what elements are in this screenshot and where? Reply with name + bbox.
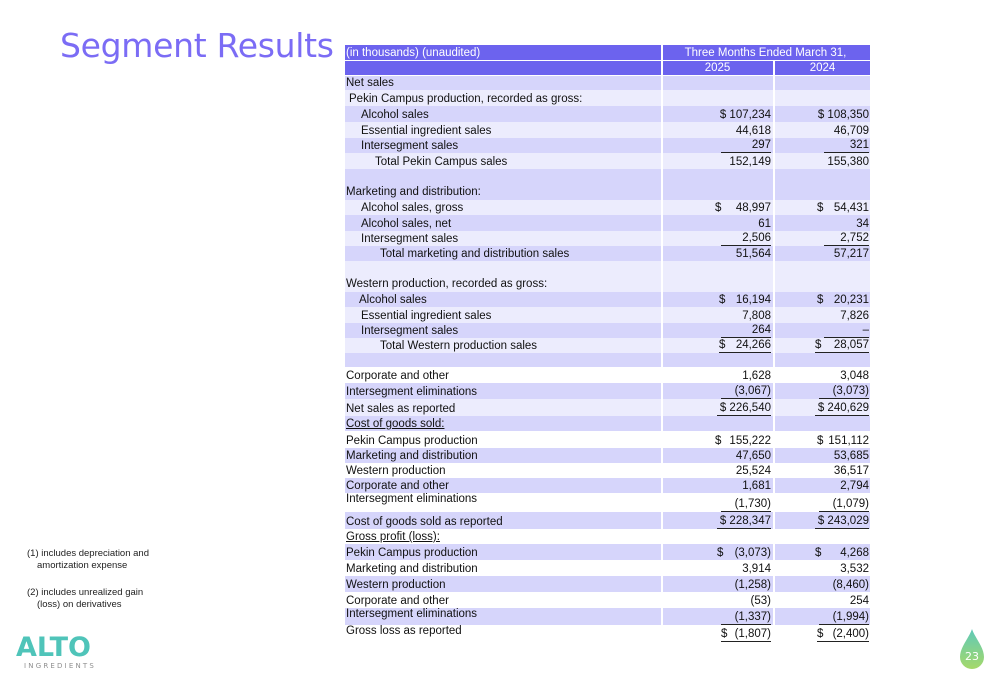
value-2025: 48,997 — [735, 202, 771, 214]
header-units-label: (in thousands) (unaudited) — [345, 45, 662, 60]
currency-sign: $ — [817, 435, 824, 447]
table-row — [345, 153, 870, 169]
logo-subtitle: INGREDIENTS — [24, 662, 97, 670]
value-2025: 44,618 — [662, 122, 774, 138]
value-2025: 61 — [662, 215, 774, 231]
value-2024: 4,268 — [840, 547, 869, 559]
table-row — [345, 463, 870, 478]
table-row — [345, 138, 870, 153]
currency-sign: $ — [719, 339, 726, 351]
row-label: Alcohol sales — [345, 292, 662, 307]
table-row — [345, 608, 870, 625]
currency-sign: $ — [817, 202, 824, 214]
row-label: Total Western production sales — [345, 338, 662, 353]
row-label: Alcohol sales — [345, 106, 662, 122]
row-label: Pekin Campus production — [345, 431, 662, 448]
currency-sign: $ — [719, 294, 726, 306]
table-row — [345, 169, 870, 200]
value-2024: (1,079) — [819, 498, 869, 512]
currency-sign: $ — [717, 547, 724, 559]
currency-sign: $ — [715, 435, 722, 447]
currency-sign: $ — [721, 628, 728, 640]
value-2025: $ 107,234 — [662, 106, 774, 122]
table-row — [345, 231, 870, 246]
row-label: Gross profit (loss): — [345, 529, 662, 544]
table-row — [345, 323, 870, 338]
row-label: Alcohol sales, gross — [345, 200, 662, 215]
value-2024: 20,231 — [833, 294, 869, 306]
table-row — [345, 90, 870, 106]
row-label: Marketing and distribution — [345, 560, 662, 576]
value-2025: 7,808 — [662, 307, 774, 323]
value-2025: 25,524 — [662, 463, 774, 478]
value-2024: 57,217 — [774, 246, 870, 261]
table-year-row — [345, 60, 870, 75]
logo-wordmark: ALTO — [16, 632, 92, 663]
table-row — [345, 292, 870, 307]
value-2025: $ 226,540 — [717, 402, 771, 416]
table-row — [345, 431, 870, 448]
value-2024: 2,752 — [824, 232, 869, 246]
table-row-spacer — [345, 353, 870, 367]
table-row — [345, 399, 870, 416]
value-2025: (3,067) — [721, 385, 771, 399]
row-label: Corporate and other — [345, 367, 662, 383]
currency-sign: $ — [715, 202, 722, 214]
value-2025: 155,222 — [729, 435, 771, 447]
row-label: Intersegment sales — [345, 231, 662, 246]
value-2025: 152,149 — [662, 153, 774, 169]
row-label: Net sales as reported — [345, 399, 662, 416]
table-row — [345, 560, 870, 576]
row-label: Intersegment eliminations — [345, 493, 662, 512]
footnotes — [27, 548, 149, 626]
value-2024: (2,400) — [832, 628, 869, 640]
row-label: Intersegment sales — [345, 138, 662, 153]
row-label: Intersegment eliminations — [345, 608, 662, 625]
row-label: Total Pekin Campus sales — [345, 153, 662, 169]
currency-sign: $ — [817, 294, 824, 306]
value-2025: (1,730) — [721, 498, 771, 512]
header-year-2025: 2025 — [662, 60, 774, 75]
value-2024: 46,709 — [774, 122, 870, 138]
value-2024: 254 — [774, 592, 870, 608]
table-row — [345, 512, 870, 529]
value-2024: $ 243,029 — [815, 515, 869, 529]
row-label: Cost of goods sold: — [345, 416, 662, 431]
value-2024: (8,460) — [774, 576, 870, 592]
value-2025: (53) — [662, 592, 774, 608]
table-row — [345, 529, 870, 544]
value-2025: 2,506 — [721, 232, 771, 246]
table-row — [345, 261, 870, 292]
value-2024: (3,073) — [819, 385, 869, 399]
value-2024: 3,048 — [774, 367, 870, 383]
value-2025: (1,337) — [721, 611, 771, 625]
row-label: Western production — [345, 576, 662, 592]
value-2025: 297 — [721, 139, 771, 153]
table-row — [345, 448, 870, 463]
value-2024: – — [824, 324, 869, 338]
value-2024: 321 — [824, 139, 869, 153]
table-row — [345, 200, 870, 215]
alto-ingredients-logo — [16, 632, 96, 672]
currency-sign: $ — [815, 547, 822, 559]
table-row — [345, 592, 870, 608]
table-row — [345, 106, 870, 122]
water-drop-icon — [959, 628, 985, 670]
value-2024: 3,532 — [774, 560, 870, 576]
value-2024: $ 240,629 — [815, 402, 869, 416]
row-label: Intersegment eliminations — [345, 383, 662, 399]
table-row — [345, 75, 870, 90]
value-2025: 264 — [721, 324, 771, 338]
currency-sign: $ — [817, 628, 824, 640]
value-2025: 3,914 — [662, 560, 774, 576]
value-2024: 7,826 — [774, 307, 870, 323]
table-row — [345, 338, 870, 353]
value-2024: 151,112 — [828, 435, 869, 447]
table-row — [345, 576, 870, 592]
value-2025: $ 228,347 — [717, 515, 771, 529]
row-label: Western production — [345, 463, 662, 478]
table-row — [345, 122, 870, 138]
value-2024: 54,431 — [833, 202, 869, 214]
table-row — [345, 493, 870, 512]
value-2024: 53,685 — [774, 448, 870, 463]
header-year-2024: 2024 — [774, 60, 870, 75]
value-2024: 36,517 — [774, 463, 870, 478]
row-label: Western production, recorded as gross: — [345, 261, 662, 292]
table-row — [345, 367, 870, 383]
row-label: Net sales — [345, 75, 662, 90]
value-2024: 28,057 — [833, 339, 869, 351]
row-label: Alcohol sales, net — [345, 215, 662, 231]
currency-sign: $ — [815, 339, 822, 351]
row-label: Marketing and distribution: — [345, 169, 662, 200]
row-label: Pekin Campus production — [345, 544, 662, 560]
header-period: Three Months Ended March 31, — [662, 45, 870, 60]
value-2024: (1,994) — [819, 611, 869, 625]
value-2025: 1,681 — [662, 478, 774, 493]
value-2025: (3,073) — [734, 547, 771, 559]
footnote-2: (2) includes unrealized gain (loss) on derivatives — [27, 587, 144, 610]
row-label: Pekin Campus production, recorded as gross: — [345, 90, 662, 106]
value-2025: 1,628 — [662, 367, 774, 383]
table-row — [345, 544, 870, 560]
value-2024: 34 — [774, 215, 870, 231]
row-label: Intersegment sales — [345, 323, 662, 338]
value-2025: (1,807) — [734, 628, 771, 640]
value-2024: 2,794 — [774, 478, 870, 493]
row-label: Corporate and other — [345, 592, 662, 608]
value-2025: 51,564 — [662, 246, 774, 261]
table-row — [345, 478, 870, 493]
table-row — [345, 625, 870, 642]
value-2025: 16,194 — [735, 294, 771, 306]
table-row — [345, 383, 870, 399]
segment-results-table — [345, 45, 870, 642]
table-row — [345, 215, 870, 231]
value-2025: (1,258) — [662, 576, 774, 592]
table-row — [345, 246, 870, 261]
row-label: Essential ingredient sales — [345, 122, 662, 138]
page-number: 23 — [965, 650, 979, 663]
value-2024: $ 108,350 — [774, 106, 870, 122]
row-label: Cost of goods sold as reported — [345, 512, 662, 529]
row-label: Corporate and other — [345, 478, 662, 493]
value-2025: 24,266 — [735, 339, 771, 351]
row-label: Gross loss as reported — [345, 625, 662, 642]
row-label: Total marketing and distribution sales — [345, 246, 662, 261]
row-label: Marketing and distribution — [345, 448, 662, 463]
page-title: Segment Results — [60, 26, 334, 65]
value-2024: 155,380 — [774, 153, 870, 169]
row-label: Essential ingredient sales — [345, 307, 662, 323]
table-header-row — [345, 45, 870, 60]
footnote-1: (1) includes depreciation and amortization expense — [27, 548, 149, 571]
table-row — [345, 307, 870, 323]
value-2025: 47,650 — [662, 448, 774, 463]
table-row — [345, 416, 870, 431]
